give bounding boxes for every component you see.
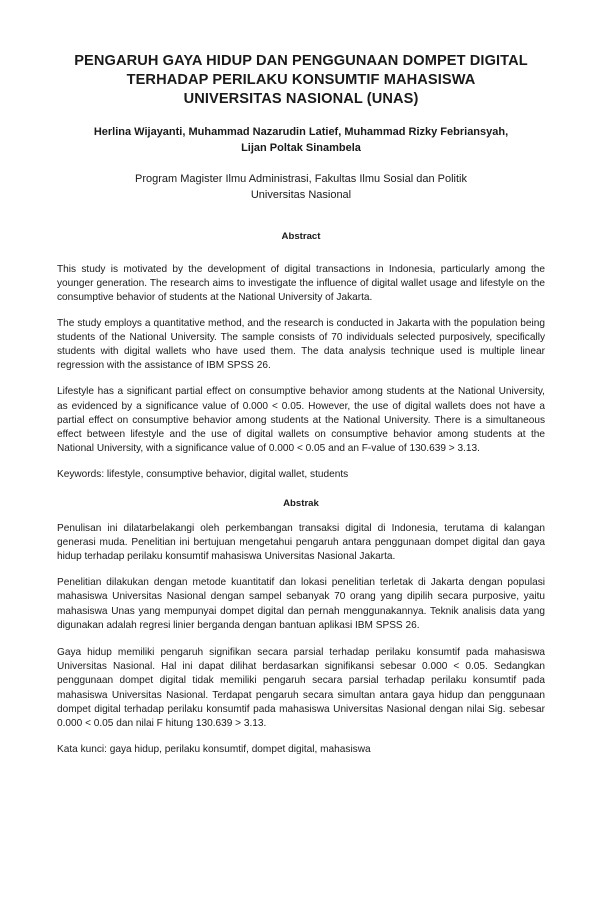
affiliation — [57, 171, 545, 203]
abstrak-paragraph: Penulisan ini dilatarbelakangi oleh perkembangan transaksi digital di Indonesia, terutama di kalangan generasi muda. Penelitian ini bertujuan mengetahui pengaruh antara penggunaan dompet digital dan gaya hidup terhadap perilaku konsumtif mahasiswa Universitas Nasional Jakarta. — [57, 522, 545, 563]
author-list — [57, 124, 545, 156]
affiliation-line: Universitas Nasional — [250, 189, 352, 201]
title-line: UNIVERSITAS NASIONAL (UNAS) — [183, 91, 419, 107]
title-line: TERHADAP PERILAKU KONSUMTIF MAHASISWA — [126, 72, 476, 88]
abstrak-heading: Abstrak — [283, 497, 319, 509]
abstrak-paragraph: Penelitian dilakukan dengan metode kuantitatif dan lokasi penelitian terletak di Jakarta dengan populasi mahasiswa Universitas Nasional dengan sampel sebanyak 70 orang yang dipilih secara purposive, yaitu mahasiswa Unas yang mempunyai dompet digital dan pernah menggunakannya. Teknik analisis data yang digunakan adalah regresi linier berganda dengan bantuan aplikasi IBM SPSS 26. — [57, 577, 545, 631]
author-line: Lijan Poltak Sinambela — [241, 142, 361, 154]
abstract-paragraph: Lifestyle has a significant partial effect on consumptive behavior among students at the National University, as evidenced by a significance value of 0.000 < 0.05. However, the use of digital wallets does not have a partial effect on consumptive behavior among students at the National University. There is a simultaneous effect between lifestyle and the use of digital wallets on consumptive behavior among students at the National University, with a significance value of 0.000 < 0.05 and an F-value of 130.639 > 3.13. — [57, 386, 545, 455]
affiliation-line: Program Magister Ilmu Administrasi, Fakultas Ilmu Sosial dan Politik — [135, 173, 467, 185]
author-line: Herlina Wijayanti, Muhammad Nazarudin Latief, Muhammad Rizky Febriansyah, — [93, 126, 509, 138]
paper-title — [57, 52, 545, 109]
paper-page — [57, 52, 545, 757]
abstrak-keywords: Kata kunci: gaya hidup, perilaku konsumtif, dompet digital, mahasiswa — [57, 744, 371, 756]
abstract-paragraph: The study employs a quantitative method, and the research is conducted in Jakarta with the population being students of the National University. The sample consists of 70 individuals selected purposively, specifically students with digital wallets who have used them. The data analysis technique used is multiple linear regression with the assistance of IBM SPSS 26. — [57, 317, 545, 372]
abstract-heading: Abstract — [281, 231, 321, 242]
abstract-keywords: Keywords: lifestyle, consumptive behavior, digital wallet, students — [57, 469, 349, 481]
title-line: PENGARUH GAYA HIDUP DAN PENGGUNAAN DOMPET DIGITAL — [74, 53, 528, 69]
abstract-paragraph: This study is motivated by the development of digital transactions in Indonesia, particularly among the younger generation. The research aims to investigate the influence of digital wallet usage and lifestyle on the consumptive behavior of students at the National University of Jakarta. — [57, 264, 545, 304]
abstrak-paragraph: Gaya hidup memiliki pengaruh signifikan secara parsial terhadap perilaku konsumtif pada mahasiswa Universitas Nasional. Hal ini dapat dilihat berdasarkan signifikansi sebesar 0.000 < 0.05. Sedangkan penggunaan dompet digital tidak memiliki pengaruh secara parsial terhadap perilaku konsumtif pada mahasiswa Universitas Nasional. Terdapat pengaruh secara simultan antara gaya hidup dan penggunaan dompet digital terhadap perilaku konsumtif pada mahasiswa Universitas Nasional dengan nilai Sig. sebesar 0.000 < 0.05 dan nilai F hitung 130.639 > 3.13. — [57, 647, 545, 730]
